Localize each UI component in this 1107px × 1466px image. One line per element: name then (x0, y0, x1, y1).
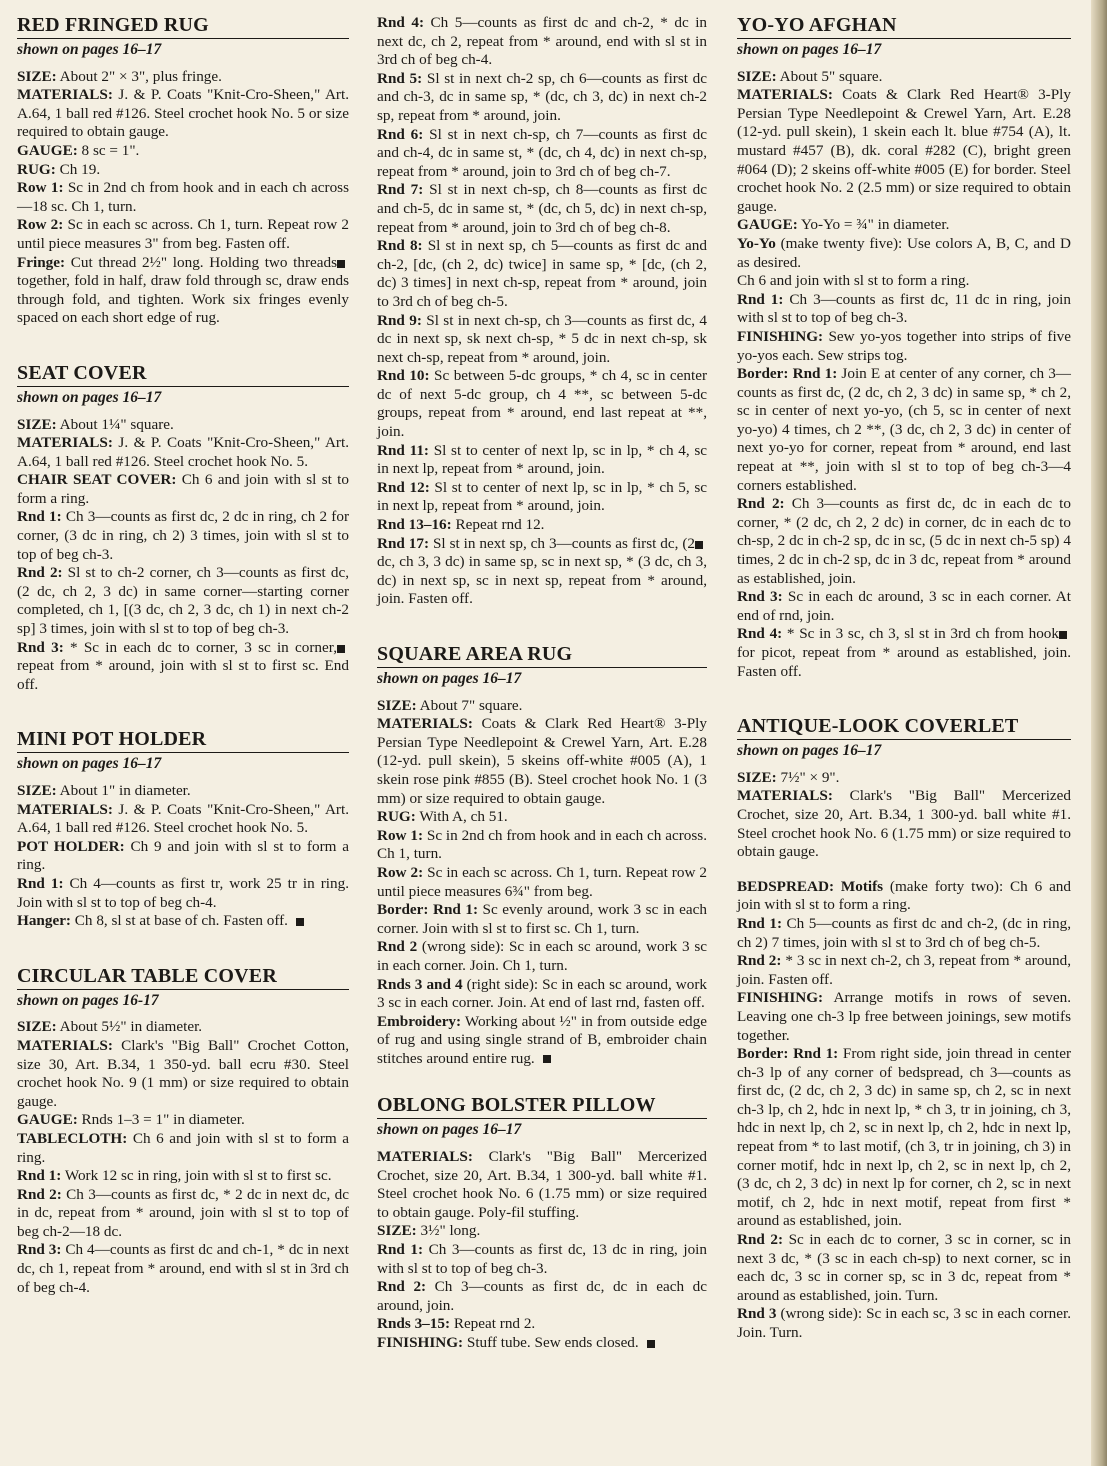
end-mark-icon (296, 918, 304, 926)
column-left (17, 14, 349, 1297)
step-label: Hanger: (17, 912, 71, 930)
step-label: Rnd 1: (17, 874, 64, 892)
step-text: Sl st in next ch-2 sp, ch 6—counts as first dc and ch-3, dc in same sp, * (dc, ch 3, dc) in next ch-2 sp, repeat from * around, join. (377, 69, 708, 124)
step-text: Coats & Clark Red Heart® 3-Ply Persian Type Needlepoint & Crewel Yarn, Art. E.28 (12-yd. pull skein), 1 skein each lt. blue #754 (A), lt. mustard #457 (B), dk. coral #282 (C), bright green #064 (D); 2 skeins off-white #005 (E) for border. Steel crochet hook No. 2 (2.5 mm) or size required to obtain gauge. (737, 86, 1071, 215)
instruction-paragraph (737, 328, 1071, 365)
instruction-paragraph (17, 86, 349, 142)
step-text: Ch 3—counts as first dc, dc in each dc around, join. (377, 1278, 707, 1314)
pattern-subtitle: shown on pages 16–17 (737, 41, 882, 58)
instruction-paragraph (737, 989, 1071, 1045)
instruction-paragraph (377, 535, 707, 609)
instruction-paragraph (377, 808, 707, 827)
end-mark-icon (337, 645, 345, 653)
instruction-paragraph (737, 86, 1071, 216)
instruction-paragraph (737, 915, 1071, 952)
instruction-paragraph (17, 142, 349, 161)
instruction-paragraph (377, 14, 707, 70)
end-mark-icon (647, 1340, 655, 1348)
instruction-paragraph (17, 216, 349, 253)
instruction-paragraph (737, 588, 1071, 625)
step-text: From right side, join thread in center ch-3 lp of any corner of bedspread, ch 3—counts as first dc, (2 dc, ch 2, 3 dc) in same sp, ch 2, sc in next ch-3 lp, ch 2, hdc in next lp, * ch 3, tr in joining, ch 3, hdc in next lp, ch 2, sc in next lp, ch 2, hdc in next lp, repeat from * to last motif, (ch 3, tr in joining, ch 3) in corner motif, hdc in next lp, ch 2, sc in next lp, ch 2, (3 dc, ch 2, 3 dc) in next lp for corner, ch 2, sc in next motif, ch 2, hdc in next motif, repeat from first * around as established, join. (737, 1045, 1071, 1230)
step-text: 7½" × 9". (776, 768, 840, 786)
instruction-paragraph (377, 312, 707, 368)
step-label: Border: Rnd 1: (737, 365, 838, 383)
step-label: Row 1: (377, 826, 424, 844)
pattern-subtitle: shown on pages 16–17 (737, 742, 882, 760)
step-label: SIZE: (17, 1018, 57, 1036)
step-text: Sc in 2nd ch from hook and in each ch across—18 sc. Ch 1, turn. (17, 179, 349, 215)
step-label: Embroidery: (377, 1012, 462, 1030)
pattern-title: OBLONG BOLSTER PILLOW (377, 1094, 707, 1119)
step-text: (wrong side): Sc in each sc around, work 3 sc in each corner. Join. Ch 1, turn. (377, 938, 707, 974)
instruction-paragraph (377, 697, 707, 716)
step-label: Rnd 2: (737, 1231, 784, 1249)
step-text: Coats & Clark Red Heart® 3-Ply Persian Type Needlepoint & Crewel Yarn, Art. E.28 (12-yd. pull skein), 5 skeins off-white #005 (A), 1 skein rose pink #855 (B). Steel crochet hook No. 1 (3 mm) or size required to obtain gauge. (377, 715, 707, 807)
instruction-paragraph (737, 365, 1071, 495)
instruction-paragraph (17, 1241, 349, 1297)
instruction-paragraph (377, 126, 707, 182)
instruction-paragraph (377, 479, 707, 516)
step-label: SIZE: (17, 782, 57, 799)
instruction-paragraph (737, 216, 1071, 235)
pattern-subtitle: shown on pages 16–17 (17, 41, 162, 58)
instruction-paragraph (737, 1305, 1071, 1342)
column-middle (377, 14, 707, 1353)
step-label: Row 1: (17, 179, 64, 197)
instruction-paragraph (737, 235, 1071, 272)
step-text: Ch 8, sl st at base of ch. Fasten off. (71, 912, 288, 930)
step-label: Rnd 7: (377, 181, 424, 199)
step-text: About 7" square. (416, 696, 523, 714)
section-spacer (737, 681, 1071, 715)
step-text: Sc in each dc around, 3 sc in each corner. At end of rnd, join. (737, 588, 1071, 624)
instruction-paragraph (377, 237, 707, 311)
instruction-paragraph (17, 1037, 349, 1111)
instruction-paragraph (377, 1148, 707, 1222)
step-label: Rnd 13–16: (377, 516, 452, 534)
step-label: SIZE: (377, 1222, 417, 1240)
step-text: J. & P. Coats "Knit-Cro-Sheen," Art. A.64, 1 ball red #126. Steel crochet hook No. 5. (17, 800, 349, 837)
instruction-paragraph (17, 1167, 349, 1186)
step-text: Ch 3—counts as first dc, 11 dc in ring, join with sl st to top of beg ch-3. (737, 290, 1071, 327)
step-text: Sl st in next ch-sp, ch 7—counts as first dc and ch-4, dc in same st, * (dc, ch 4, dc) in next ch-sp, repeat from * around, join to 3rd ch of beg ch-7. (377, 125, 708, 180)
instruction-paragraph (737, 787, 1071, 861)
instruction-paragraph (377, 516, 707, 535)
step-label: Rnd 10: (377, 367, 430, 385)
step-text: (make forty two): Ch 6 and join with sl st to form a ring. (737, 877, 1071, 914)
instruction-paragraph (737, 878, 1071, 915)
step-text: Sl st to center of next lp, sc in lp, * ch 5, sc in next lp, repeat from * around, join. (377, 478, 707, 515)
step-label: TABLECLOTH: (17, 1129, 128, 1147)
step-label: Rnd 5: (377, 69, 423, 87)
instruction-paragraph (17, 179, 349, 216)
instruction-paragraph (737, 769, 1071, 788)
pattern-subtitle: shown on pages 16-17 (17, 991, 159, 1009)
step-text: (right side): Sc in each sc around, work 3 sc in each corner. Join. At end of last rnd, fasten off. (377, 975, 707, 1012)
step-text: Sl st in next ch-sp, ch 8—counts as first dc and ch-5, dc in same st, * (dc, ch 5, dc) in next ch-sp, repeat from * around, join to 3rd ch of beg ch-8. (377, 181, 708, 236)
step-text: About 1¼" square. (56, 415, 174, 433)
pattern-title: CIRCULAR TABLE COVER (17, 965, 349, 990)
step-label: CHAIR SEAT COVER: (17, 471, 177, 489)
instruction-paragraph (737, 272, 1071, 291)
step-label: MATERIALS: (17, 86, 113, 104)
column-right (737, 14, 1071, 1343)
step-text: Repeat rnd 12. (451, 516, 545, 534)
instruction-paragraph (17, 782, 349, 801)
step-label: Rnd 1: (377, 1241, 424, 1259)
instruction-paragraph (17, 801, 349, 838)
step-text: J. & P. Coats "Knit-Cro-Sheen," Art. A.64, 1 ball red #126. Steel crochet hook No. 5 or size required to obtain gauge. (17, 86, 349, 141)
instruction-paragraph (737, 291, 1071, 328)
step-label: Row 2: (377, 863, 424, 881)
step-text: * Sc in each dc to corner, 3 sc in corner, repeat from * around, join with sl st to first sc. End off. (17, 638, 349, 693)
step-text: Clark's "Big Ball" Crochet Cotton, size 30, Art. B.34, 1 350-yd. ball ecru #30. Steel crochet hook No. 9 (1 mm) or size required to obtain gauge. (17, 1036, 349, 1110)
page-gutter-edge (1091, 0, 1107, 1466)
instruction-paragraph (377, 976, 707, 1013)
step-text: Stuff tube. Sew ends closed. (463, 1334, 639, 1351)
instruction-paragraph (17, 161, 349, 180)
instruction-paragraph (17, 68, 349, 87)
instruction-paragraph (737, 1231, 1071, 1305)
instruction-paragraph (377, 1013, 707, 1069)
step-text: About 5½" in diameter. (56, 1018, 203, 1036)
step-label: Rnd 2: (17, 564, 63, 582)
instruction-paragraph (17, 416, 349, 435)
step-label: Rnds 3–15: (377, 1315, 451, 1333)
step-text: About 1" in diameter. (56, 782, 191, 799)
step-text: Ch 5—counts as first dc and ch-2, * dc in next dc, ch 2, repeat from * around, end with sl st in 3rd ch of beg ch-4. (377, 14, 708, 69)
section-spacer (17, 328, 349, 362)
pattern-title: ANTIQUE-LOOK COVERLET (737, 715, 1071, 740)
step-label: RUG: (377, 808, 416, 826)
step-text: Ch 3—counts as first dc, 13 dc in ring, join with sl st to top of beg ch-3. (377, 1241, 707, 1277)
step-text: Ch 3—counts as first dc, dc in each dc to corner, * (2 dc, ch 2, 2 dc) in corner, dc in each dc to ch-sp, 2 dc in ch-2 sp, dc in sc, (5 dc in next ch-5 sp) 4 times, 2 dc in ch-2 sp, dc in 3 dc, repeat from * around as established, join. (737, 495, 1071, 587)
step-text: (wrong side): Sc in each sc, 3 sc in each corner. Join. Turn. (737, 1305, 1071, 1341)
pattern-subtitle: shown on pages 16–17 (17, 388, 162, 406)
step-label: GAUGE: (17, 1111, 78, 1129)
step-text: Working about ½" in from outside edge of rug and using single strand of B, embroider chain stitches around entire rug. (377, 1012, 707, 1067)
step-label: RUG: (17, 160, 56, 178)
instruction-paragraph (737, 495, 1071, 588)
step-text: J. & P. Coats "Knit-Cro-Sheen," Art. A.64, 1 ball red #126. Steel crochet hook No. 5. (17, 434, 349, 470)
instruction-paragraph (737, 952, 1071, 989)
step-text: Work 12 sc in ring, join with sl st to first sc. (61, 1167, 332, 1185)
step-text: Sl st to center of next lp, sc in lp, * ch 4, sc in next lp, repeat from * around, join. (377, 441, 707, 478)
step-text: Ch 3—counts as first dc, 2 dc in ring, ch 2 for corner, (3 dc in ring, ch 2) 3 times, join with sl st to top of beg ch-3. (17, 508, 349, 563)
step-text: Sc in each dc to corner, 3 sc in corner, sc in next 3 dc, * (3 sc in each ch-sp) to next corner, sc in each dc, 3 sc in corner sp, sc in 3 dc, repeat from * around as established, join. Turn. (737, 1231, 1072, 1304)
step-label: FINISHING: (737, 989, 824, 1007)
pattern-subtitle: shown on pages 16–17 (377, 670, 522, 687)
step-text: Sc between 5-dc groups, * ch 4, sc in center dc of next 5-dc group, ch 4 **, sc between 5-dc groups, repeat from * around, end last repeat at **, join. (377, 367, 707, 441)
instruction-paragraph (17, 1111, 349, 1130)
instruction-paragraph (377, 864, 707, 901)
end-mark-icon (695, 541, 703, 549)
step-label: BEDSPREAD: Motifs (737, 877, 884, 895)
step-label: Row 2: (17, 216, 64, 234)
instruction-paragraph (17, 254, 349, 328)
instruction-paragraph (377, 715, 707, 808)
step-text: Ch 4—counts as first tr, work 25 tr in ring. Join with sl st to top of beg ch-4. (17, 874, 349, 911)
step-text: Sl st in next ch-sp, ch 3—counts as first dc, 4 dc in next sp, sk next ch-sp, * 5 dc in next ch-sp, sk next ch-sp, repeat from * around, join. (377, 311, 708, 366)
step-text: About 5" square. (776, 67, 883, 85)
step-label: Rnd 3: (17, 638, 64, 656)
instruction-paragraph (737, 68, 1071, 87)
step-label: Rnd 11: (377, 441, 429, 459)
step-text: Ch 3—counts as first dc, * 2 dc in next dc, dc in dc, repeat from * around, join with sl st to top of beg ch-2—18 dc. (17, 1185, 350, 1240)
instruction-paragraph (17, 838, 349, 875)
step-label: Rnd 2: (737, 952, 782, 970)
step-label: Rnd 1: (17, 508, 62, 526)
step-label: Fringe: (17, 253, 66, 271)
step-label: Rnd 3: (737, 588, 783, 606)
step-label: SIZE: (17, 67, 57, 85)
step-label: Border: Rnd 1: (377, 901, 479, 919)
step-text: Ch 6 and join with sl st to form a ring. (17, 471, 349, 507)
instruction-paragraph (377, 1315, 707, 1334)
step-text: Sew yo-yos together into strips of five yo-yos each. Sew strips tog. (737, 327, 1071, 364)
step-text: Ch 19. (55, 160, 101, 178)
step-label: MATERIALS: (17, 1036, 113, 1054)
step-label: Border: Rnd 1: (737, 1045, 839, 1063)
instruction-paragraph (17, 508, 349, 564)
step-text: Sc in each sc across. Ch 1, turn. Repeat row 2 until piece measures 6¾" from beg. (377, 863, 707, 900)
step-text: Sl st in next sp, ch 3—counts as first dc, (2 dc, ch 3, 3 dc) in same sp, sc in next sp, * (3 dc, ch 3, dc) in next sp, sc in next sp, repeat from * around, join. Fasten off. (377, 534, 707, 608)
section-spacer (377, 1068, 707, 1094)
step-text: Rnds 1–3 = 1" in diameter. (77, 1111, 245, 1129)
step-label: POT HOLDER: (17, 837, 125, 855)
step-text: 3½" long. (416, 1222, 481, 1240)
instruction-paragraph (377, 181, 707, 237)
step-label: MATERIALS: (17, 800, 113, 818)
step-label: MATERIALS: (377, 1148, 473, 1166)
section-spacer (17, 931, 349, 965)
step-text: Ch 6 and join with sl st to form a ring. (737, 272, 970, 290)
instruction-paragraph (377, 827, 707, 864)
step-label: Rnd 3 (737, 1305, 777, 1323)
step-text: Ch 9 and join with sl st to form a ring. (17, 837, 349, 874)
step-label: FINISHING: (737, 327, 824, 345)
step-label: Rnd 12: (377, 478, 430, 496)
instruction-paragraph (17, 639, 349, 695)
instruction-paragraph (377, 1334, 707, 1353)
section-spacer (377, 609, 707, 643)
step-label: Rnd 2 (377, 938, 418, 956)
step-label: SIZE: (737, 768, 777, 786)
section-spacer (737, 862, 1071, 878)
step-text: Clark's "Big Ball" Mercerized Crochet, size 20, Art. B.34, 1 300-yd. ball white #1. Steel crochet hook No. 6 (1.75 mm) or size required to obtain gauge. (737, 787, 1071, 861)
instruction-paragraph (17, 434, 349, 471)
step-text: Sc evenly around, work 3 sc in each corner. Join with sl st to first sc. Ch 1, turn. (377, 901, 707, 937)
step-label: Rnd 6: (377, 125, 424, 143)
instruction-paragraph (17, 564, 349, 638)
instruction-paragraph (377, 901, 707, 938)
step-label: Rnd 1: (737, 914, 783, 932)
step-text: Sl st to ch-2 corner, ch 3—counts as first dc, (2 dc, ch 2, 3 dc) in same corner—starting corner completed, ch 1, [(3 dc, ch 2, 3 dc, ch 1) in next ch-2 sp] 3 times, join with sl st to top of beg ch-3. (17, 564, 349, 638)
step-text: Sl st in next sp, ch 5—counts as first dc and ch-2, [dc, (ch 2, dc) twice] in same sp, * [dc, (ch 2, dc) 3 times] in next ch-sp, repeat from * around, join to 3rd ch of beg ch-5. (377, 237, 707, 310)
end-mark-icon (543, 1055, 551, 1063)
step-label: SIZE: (17, 415, 57, 433)
instruction-paragraph (17, 1130, 349, 1167)
step-label: MATERIALS: (17, 434, 113, 452)
step-label: Rnd 4: (737, 625, 783, 643)
pattern-title: SEAT COVER (17, 362, 349, 387)
step-text: With A, ch 51. (415, 808, 508, 826)
step-text: Ch 4—counts as first dc and ch-1, * dc in next dc, ch 1, repeat from * around, end with sl st in 3rd ch of beg ch-4. (17, 1241, 349, 1296)
pattern-title: YO-YO AFGHAN (737, 14, 1071, 39)
instruction-paragraph (377, 938, 707, 975)
step-label: GAUGE: (737, 216, 798, 234)
instruction-paragraph (17, 912, 349, 931)
pattern-subtitle: shown on pages 16–17 (17, 755, 162, 773)
step-label: MATERIALS: (737, 86, 833, 104)
pattern-title: SQUARE AREA RUG (377, 643, 707, 668)
end-mark-icon (337, 260, 345, 268)
end-mark-icon (1059, 631, 1067, 639)
step-label: SIZE: (377, 696, 417, 714)
step-label: Rnd 2: (17, 1185, 62, 1203)
step-label: Rnd 9: (377, 311, 422, 329)
instruction-paragraph (737, 625, 1071, 681)
step-label: Rnd 8: (377, 237, 423, 255)
instruction-paragraph (377, 70, 707, 126)
instruction-paragraph (377, 1222, 707, 1241)
instruction-paragraph (17, 471, 349, 508)
step-text: Yo-Yo = ¾" in diameter. (797, 216, 950, 234)
step-text: Ch 5—counts as first dc and ch-2, (dc in ring, ch 2) 7 times, join with sl st to 3rd ch of beg ch-5. (737, 914, 1071, 951)
instruction-paragraph (17, 1186, 349, 1242)
instruction-paragraph (377, 442, 707, 479)
pattern-title: RED FRINGED RUG (17, 14, 349, 39)
pattern-subtitle: shown on pages 16–17 (377, 1121, 522, 1139)
step-label: Rnd 3: (17, 1241, 62, 1259)
step-text: Join E at center of any corner, ch 3—counts as first dc, (2 dc, ch 2, 3 dc) in same sp, * ch 2, sc in center of next yo-yo, (ch 5, sc in center of next yo-yo) 4 times, ch 2 **, (3 dc, ch 2, 3 dc) in center of next yo-yo for corner, repeat from * around, end last repeat at **, join with sl st to top of beg ch-3—4 corners established. (737, 365, 1071, 494)
step-label: Rnd 2: (737, 495, 785, 513)
instruction-paragraph (377, 1278, 707, 1315)
instruction-paragraph (17, 1018, 349, 1037)
step-text: Sc in each sc across. Ch 1, turn. Repeat row 2 until piece measures 3" from beg. Fasten off. (17, 216, 349, 252)
step-label: FINISHING: (377, 1334, 464, 1351)
instruction-paragraph (377, 367, 707, 441)
step-label: MATERIALS: (737, 787, 833, 805)
step-label: Yo-Yo (737, 234, 776, 252)
step-text: * 3 sc in next ch-2, ch 3, repeat from * around, join. Fasten off. (737, 952, 1071, 988)
section-spacer (17, 694, 349, 728)
step-label: Rnd 2: (377, 1278, 427, 1296)
step-label: Rnd 17: (377, 534, 430, 552)
step-label: Rnd 1: (17, 1167, 62, 1185)
step-text: Arrange motifs in rows of seven. Leaving one ch-3 lp free between joinings, sew motifs together. (737, 989, 1071, 1044)
pattern-title: MINI POT HOLDER (17, 728, 349, 753)
instruction-paragraph (17, 875, 349, 912)
step-text: Repeat rnd 2. (450, 1315, 536, 1333)
step-label: Rnds 3 and 4 (377, 975, 463, 993)
step-label: Rnd 4: (377, 14, 425, 31)
step-label: MATERIALS: (377, 715, 473, 733)
step-text: Clark's "Big Ball" Mercerized Crochet, size 20, Art. B.34, 1 300-yd. ball white #1. Steel crochet hook No. 6 (1.75 mm) or size required to obtain gauge. Poly-fil stuffing. (377, 1148, 707, 1221)
step-text: Ch 6 and join with sl st to form a ring. (17, 1129, 349, 1166)
step-text: About 2" × 3", plus fringe. (56, 67, 222, 85)
step-text: Sc in 2nd ch from hook and in each ch across. Ch 1, turn. (377, 826, 707, 863)
step-text: 8 sc = 1". (77, 141, 140, 159)
step-text: * Sc in 3 sc, ch 3, sl st in 3rd ch from hook for picot, repeat from * around as established, join. Fasten off. (737, 625, 1071, 680)
step-text: (make twenty five): Use colors A, B, C, and D as desired. (737, 234, 1071, 271)
instruction-paragraph (737, 1045, 1071, 1231)
step-label: Rnd 1: (737, 290, 784, 308)
instruction-paragraph (377, 1241, 707, 1278)
step-label: GAUGE: (17, 141, 78, 159)
step-label: SIZE: (737, 67, 777, 85)
step-text: Cut thread 2½" long. Holding two threads together, fold in half, draw fold through sc, draw ends through fold, and tighten. Work six fringes evenly spaced on each short edge of rug. (17, 253, 349, 327)
